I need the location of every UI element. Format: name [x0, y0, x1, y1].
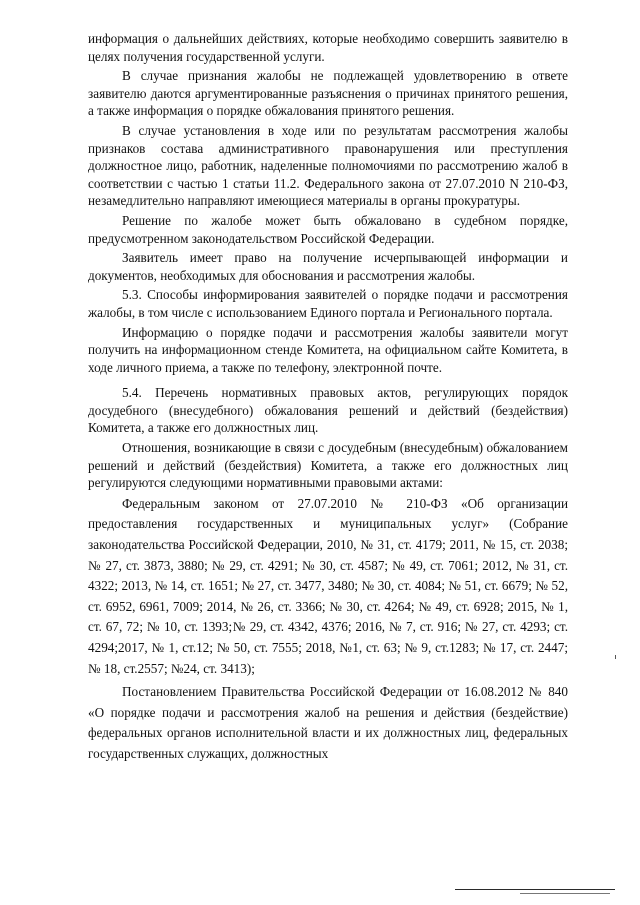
paragraph-court-appeal: Решение по жалобе может быть обжаловано в судебном порядке, предусмотренном законодательством Российской Федерации.: [88, 212, 568, 246]
scan-artifact-line: [455, 889, 615, 890]
paragraph-applicant-rights: Заявитель имеет право на получение исчерпывающей информации и документов, необходимых для обоснования и рассмотрения жалобы.: [88, 250, 568, 283]
paragraph-federal-law-210: Федеральным законом от 27.07.2010 № 210-ФЗ «Об организации предоставления государственных и муниципальных услуг» (Собрание законодательства Российской Федерации, 2010, № 31, ст. 4179; 2011, № 15, ст. 2038; № 27, ст. 3873, 3880; № 29, ст. 4291; № 30, ст. 4587; № 49, ст. 7061; 2012, № 31, ст. 4322; 2013, № 14, ст. 1651; № 27, ст. 3477, 3480; № 30, ст. 4084; № 51, ст. 6679; № 52, ст. 6952, 6961, 7009; 2014, № 26, ст. 3366; № 30, ст. 4264; № 49, ст. 6928; 2015, № 1, ст. 67, 72; № 10, ст. 1393;№ 29, ст. 4342, 4376; 2016, № 7, ст. 916; № 27, ст. 4293; ст. 4294;2017, № 1, ст.12; № 50, ст. 7555; 2018, №1, ст. 63; № 9, ст.1283; № 17, ст. 2447; № 18, ст.2557; №24, ст. 3413);: [88, 495, 568, 676]
paragraph-info-channels: Информацию о порядке подачи и рассмотрения жалобы заявители могут получить на информационном стенде Комитета, на официальном сайте Комитета, в ходе личного приема, а также по телефону, электронной почте.: [88, 324, 568, 375]
scan-artifact-line: [520, 893, 610, 894]
paragraph-offence-signs: В случае установления в ходе или по результатам рассмотрения жалобы признаков состава административного правонарушения или преступления должностное лицо, работник, наделенные полномочиями по рассмотрению жалоб в соответствии с частью 1 статьи 11.2. Федерального закона от 27.07.2010 N 210-ФЗ, незамедлительно направляют имеющиеся материалы в органы прокуратуры.: [88, 122, 568, 209]
document-page: [88, 30, 568, 768]
paragraph-government-decree-840: Постановлением Правительства Российской Федерации от 16.08.2012 № 840 «О порядке подачи и рассмотрения жалоб на решения и действия (бездействие) федеральных органов исполнительной власти и их должностных лиц, федеральных государственных служащих, должностных: [88, 684, 568, 761]
section-5-4-heading: 5.4. Перечень нормативных правовых актов, регулирующих порядок досудебного (внесудебного) обжалования решений и действий (бездействия) Комитета, а также его должностных лиц.: [88, 385, 568, 436]
paragraph-complaint-rejected: В случае признания жалобы не подлежащей удовлетворению в ответе заявителю даются аргументированные разъяснения о причинах принятого решения, а также информация о порядке обжалования принятого решения.: [88, 68, 568, 119]
section-5-3-heading: 5.3. Способы информирования заявителей о порядке подачи и рассмотрения жалобы, в том числе с использованием Единого портала и Регионального портала.: [88, 287, 568, 320]
scan-artifact-tick: [615, 655, 616, 659]
paragraph-continuation: информация о дальнейших действиях, которые необходимо совершить заявителю в целях получения государственной услуги.: [88, 31, 568, 64]
paragraph-regulating-acts: Отношения, возникающие в связи с досудебным (внесудебным) обжалованием решений и действий (бездействия) Комитета, а также его должностных лиц регулируются следующими нормативными правовыми актами:: [88, 440, 568, 491]
